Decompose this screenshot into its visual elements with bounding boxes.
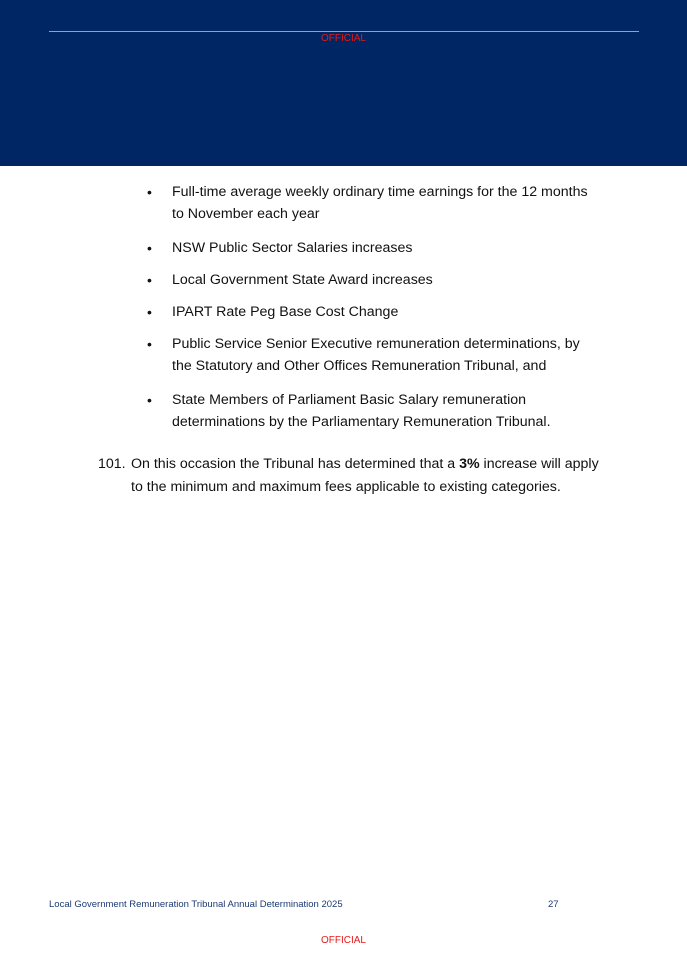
paragraph-text [131, 453, 601, 499]
classification-label-bottom: OFFICIAL [320, 935, 366, 946]
paragraph-text-segment: On this occasion the Tribunal has determined that a [131, 456, 460, 472]
bullet-text: Local Government State Award increases [172, 272, 433, 288]
bullet-text: State Members of Parliament Basic Salary remuneration determinations by the Parliamentary Remuneration Tribunal. [172, 392, 551, 430]
bullet-text: IPART Rate Peg Base Cost Change [172, 304, 399, 320]
footer-page-number: 27 [548, 899, 559, 910]
increase-percentage: 3% [459, 456, 480, 472]
bullet-dot-icon: • [147, 304, 152, 320]
bullet-dot-icon: • [147, 336, 152, 352]
paragraph-line-2: to the minimum and maximum fees applicable to existing categories. [131, 479, 561, 495]
paragraph-line-1 [131, 453, 601, 476]
paragraph-number: 101. [98, 456, 126, 472]
paragraph-text-segment: increase will apply [479, 456, 599, 472]
bullet-dot-icon: • [147, 184, 152, 200]
footer-document-title: Local Government Remuneration Tribunal Annual Determination 2025 [49, 899, 343, 910]
bullet-text: NSW Public Sector Salaries increases [172, 240, 413, 256]
bullet-dot-icon: • [147, 272, 152, 288]
classification-label-top: OFFICIAL [320, 33, 366, 44]
header-rule [49, 31, 639, 32]
header-band [0, 0, 687, 166]
bullet-text: Full-time average weekly ordinary time earnings for the 12 months to November each year [172, 184, 588, 222]
bullet-dot-icon: • [147, 392, 152, 408]
bullet-dot-icon: • [147, 240, 152, 256]
bullet-text: Public Service Senior Executive remuneration determinations, by the Statutory and Other Offices Remuneration Tribunal, and [172, 336, 580, 374]
